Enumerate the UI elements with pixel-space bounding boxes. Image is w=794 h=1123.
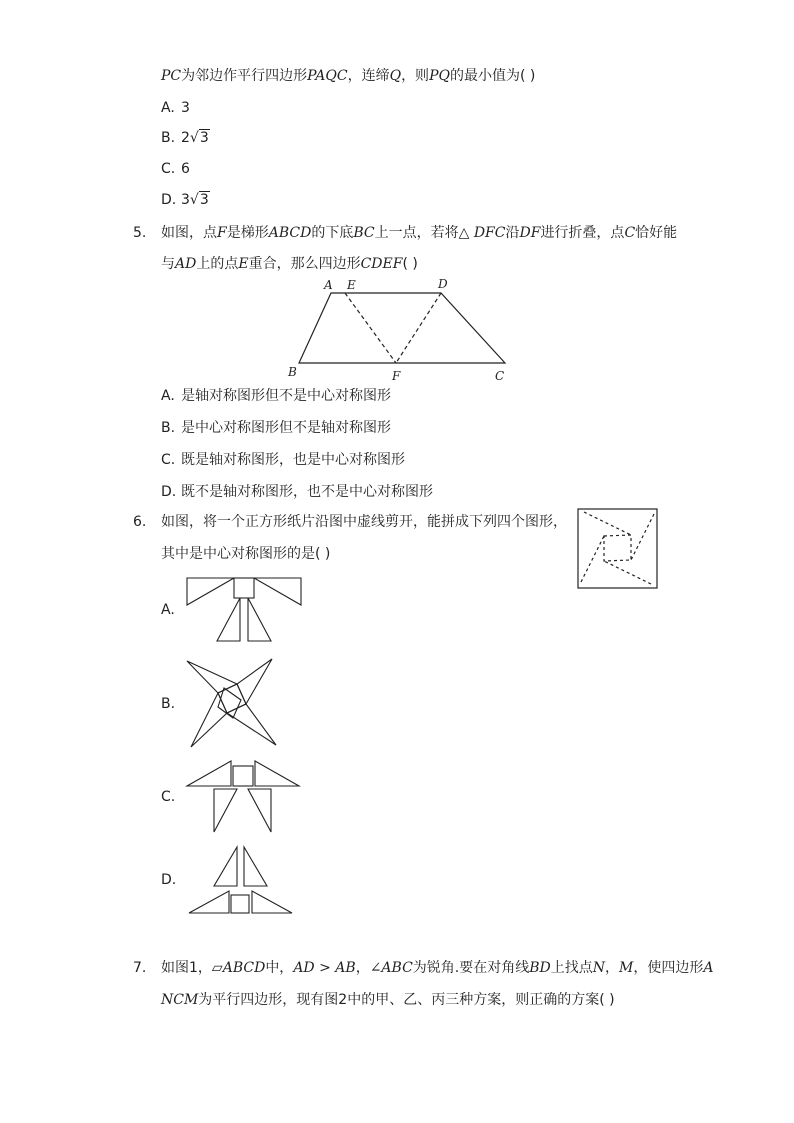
math: F — [217, 225, 227, 241]
text: 的最小值为( ) — [449, 68, 536, 84]
math: A — [703, 960, 714, 976]
math: C — [624, 225, 636, 241]
q5-number: 5. — [133, 225, 147, 241]
triangle-icon: △ — [458, 225, 470, 241]
label-d: D — [438, 277, 448, 291]
text: 恰好能 — [635, 225, 678, 241]
text: 为邻边作平行四边形 — [181, 68, 308, 84]
sqrt-icon: √3 — [189, 130, 209, 146]
math: BD — [529, 960, 551, 976]
text: 沿 — [505, 225, 520, 241]
math: DF — [519, 225, 541, 241]
math: E — [238, 256, 249, 272]
option-label: B. — [161, 130, 176, 146]
option-label: A. — [161, 388, 175, 404]
text: 上找点 — [550, 960, 593, 976]
option-text: 是中心对称图形但不是轴对称图形 — [181, 420, 391, 436]
q7-number: 7. — [133, 960, 147, 976]
q7-stem-line1 — [161, 958, 713, 978]
q6-number: 6. — [133, 514, 147, 530]
option-label: B. — [161, 420, 176, 436]
text: 是梯形 — [226, 225, 269, 241]
text: 的下底 — [311, 225, 354, 241]
text: 上的点 — [196, 256, 239, 272]
text: 为锐角.要在对角线 — [412, 960, 530, 976]
option-label: A. — [161, 100, 175, 116]
math: NCM — [161, 992, 199, 1008]
math-q: Q — [389, 68, 402, 84]
math-pc: PC — [161, 68, 182, 84]
math: DFC — [473, 225, 506, 241]
math: AD — [175, 256, 197, 272]
label-b: B — [288, 365, 297, 379]
radicand: 3 — [199, 130, 209, 146]
text: 中， — [265, 960, 294, 976]
math: AD > AB — [293, 960, 356, 976]
math: BC — [353, 225, 375, 241]
option-label: D. — [161, 192, 177, 208]
option-label: D. — [161, 484, 177, 500]
option-label: D. — [161, 872, 177, 888]
option-label: B. — [161, 696, 176, 712]
text: 为平行四边形，现有图2中的甲、乙、丙三种方案，则正确的方案( ) — [198, 992, 615, 1008]
text: 如图1， — [161, 960, 212, 976]
triangle — [214, 847, 237, 886]
math: ∠ABC — [369, 960, 413, 976]
option-text: 既是轴对称图形，也是中心对称图形 — [181, 452, 405, 468]
text: ，连缔 — [347, 68, 390, 84]
option-coef: 3 — [181, 192, 190, 208]
option-text: 既不是轴对称图形，也不是中心对称图形 — [181, 484, 433, 500]
option-label: A. — [161, 602, 175, 618]
option-text: 3 — [181, 100, 190, 116]
small-square — [231, 895, 249, 913]
option-label: C. — [161, 161, 176, 177]
q7-stem-line2 — [161, 990, 615, 1010]
text: ，使四边形 — [633, 960, 704, 976]
text: ( ) — [402, 256, 418, 272]
option-text: 6 — [181, 161, 190, 177]
text: 如图，点 — [161, 225, 217, 241]
label-f: F — [392, 369, 401, 383]
label-c: C — [495, 369, 505, 383]
text: 进行折叠，点 — [540, 225, 625, 241]
option-coef: 2 — [181, 130, 190, 146]
option-label: C. — [161, 452, 176, 468]
text: ，则 — [401, 68, 430, 84]
parallelogram-icon: ▱ — [211, 960, 223, 976]
math: M — [619, 960, 634, 976]
math: ABCD — [222, 960, 266, 976]
text: ， — [605, 960, 620, 976]
text: ， — [355, 960, 370, 976]
math: N — [592, 960, 606, 976]
triangle — [252, 891, 292, 913]
triangle — [244, 847, 267, 886]
text: 与 — [161, 256, 175, 272]
triangle — [189, 891, 229, 913]
text: 重合，那么四边形 — [248, 256, 361, 272]
q6-stem-line1: 如图，将一个正方形纸片沿图中虚线剪开，能拼成下列四个图形， — [161, 514, 567, 530]
math: ABCD — [268, 225, 312, 241]
option-text: 是轴对称图形但不是中心对称图形 — [181, 388, 391, 404]
math-paqc: PAQC — [307, 68, 348, 84]
sqrt-icon: √3 — [189, 192, 209, 208]
option-label: C. — [161, 789, 176, 805]
q6-stem-line2: 其中是中心对称图形的是( ) — [161, 546, 331, 562]
label-a: A — [324, 278, 333, 292]
math-pq: PQ — [429, 68, 450, 84]
radicand: 3 — [199, 192, 209, 208]
label-e: E — [347, 278, 356, 292]
text: 上一点，若将 — [374, 225, 459, 241]
math: CDEF — [360, 256, 403, 272]
